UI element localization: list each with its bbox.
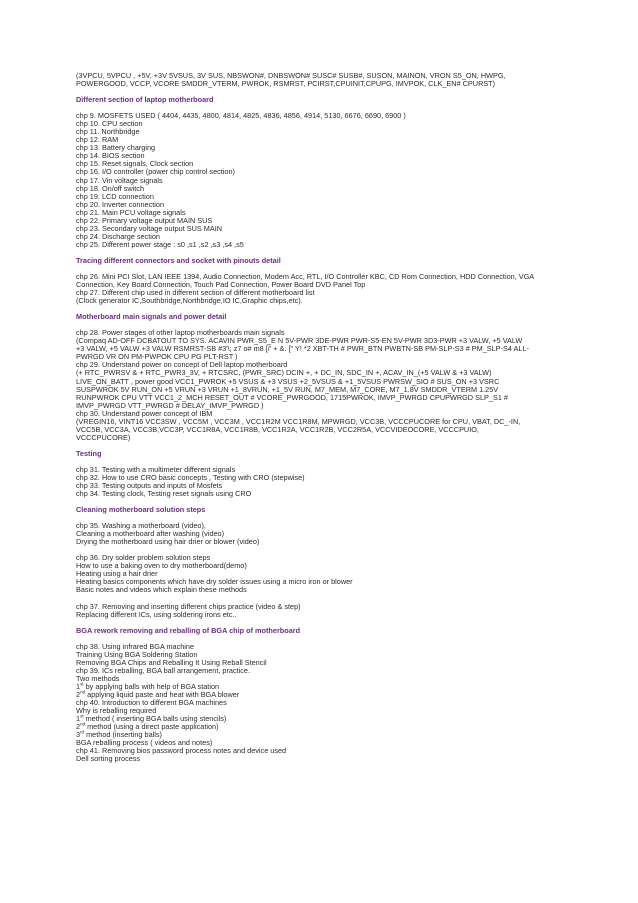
intro-line: (3VPCU, 5VPCU , +5V, +3V 5VSUS, 3V SUS, NBSWON#, DNBSWON# SUSC# SUSB#, SUSON, MAINON, VRON S5_ON, HWPG, xyxy=(76,71,506,80)
chapter-line: BGA reballing process ( videos and notes) xyxy=(76,738,213,748)
chapter-line: chp 40. Introduction to different BGA machines xyxy=(76,698,227,707)
chapter-line: chp 35. Washing a motherboard (video), xyxy=(76,521,206,531)
chapter-line: chp 11. Northbridge xyxy=(76,127,140,137)
section-bga xyxy=(76,627,566,764)
section-motherboard-sections xyxy=(76,96,566,249)
chapter-line: chp 26. Mini PCI Slot, LAN IEEE 1394, Audio Connection, Modem Acc, RTL, I/O Controller KBC, CD Rom Connection, HDD Connection, VGA xyxy=(76,271,535,281)
chapter-line: Connection, Key Board Connection, Touch Pad Connection, Power Board DVD Panel Top xyxy=(76,280,366,290)
chapter-line: chp 28. Power stages of other laptop motherboards main signals xyxy=(76,328,285,338)
chapter-line: chp 33. Testing outputs and inputs of Mosfets xyxy=(76,481,223,491)
chapter-line: Cleaning a motherboard after washing (video) xyxy=(76,529,225,539)
chapter-line: Dell sorting process xyxy=(76,754,141,764)
chapter-line: chp 14. BIOS section xyxy=(76,151,145,161)
chapter-line: chp 37. Removing and inserting different chips practice (video & step) xyxy=(76,601,301,611)
method-number: 1 xyxy=(76,681,81,691)
chapter-line: chp 39. ICs reballing, BGA ball arrangement, practice. xyxy=(76,665,250,675)
method-number: 1 xyxy=(76,714,81,724)
chapter-line: (VREGIN16, VINT16 VCC3SW , VCC5M , VCC3M , VCC1R2M VCC1R8M, MPWRGD, VCC3B, VCCCPUCORE for CPU, VBAT, DC_-IN, xyxy=(76,416,521,426)
chapter-line: Training Using BGA Soldering Station xyxy=(76,649,198,659)
chapter-line: +3 VALW, +5 VALW +3 VALW RSMRST-SB #3'\; z7 o# m8 [/' + &. [" Y! *2 XBT-TH # PWR_BTN PWBTN-SB PM-SLP-S3 # PM_SLP-S4 ALL- xyxy=(76,344,529,354)
chapter-line: Heating basics components which have dry solder issues using a micro iron or blower xyxy=(76,577,353,587)
chapter-line: SUSPWROK 5V RUN_ON +5 VRUN +3 VRUN +1_8VRUN, +1_5V RUN, M7_MEM, M7_CORE, M7_1.8V SMDDR_VTERM 1.25V xyxy=(76,384,499,394)
chapter-line: (Compaq AD-OFF DCBATOUT TO SYS. ACAVIN PWR_S5_E N 5V-PWR 3DE-PWR PWR-S5-EN 5V-PWR 3D3-PWR +3 VALW, +5 VALW xyxy=(76,336,523,346)
section-cleaning xyxy=(76,506,566,619)
chapter-line: chp 23. Secondary voltage output SUS MAIN xyxy=(76,223,223,233)
chapter-line: chp 29. Understand power on concept of Dell laptop motherboard xyxy=(76,360,288,370)
chapter-line: VCCCPUCORE) xyxy=(76,432,131,442)
ordinal-suffix: nd xyxy=(80,721,86,727)
section-heading: Tracing different connectors and socket with pinouts detail xyxy=(76,255,281,265)
section-testing xyxy=(76,450,566,498)
chapter-line: Drying the motherboard using hair drier or blower (video) xyxy=(76,537,260,547)
chapter-line: LIVE_ON_BATT , power good VCC1_PWROK +5 VSUS & +3 VSUS +2_5VSUS & +1_5VSUS PWRSW_SIO # SUS_ON +3 VSRC xyxy=(76,376,500,386)
chapter-line: chp 20. Inverter connection xyxy=(76,199,165,209)
chapter-line: Replacing different ICs, using soldering irons etc.. xyxy=(76,609,237,619)
chapter-line: RUNPWROK CPU VTT VCC1_2_MCH RESET_OUT # VCORE_PWRGOOD, 1715PWROK, IMVP_PWRGD CPUPWRGD SLP_S1 # xyxy=(76,392,508,402)
chapter-line: chp 12. RAM xyxy=(76,135,119,145)
chapter-line: Removing BGA Chips and Reballing It Using Reball Stencil xyxy=(76,657,267,667)
chapter-line: chp 16. I/O controller (power chip control section) xyxy=(76,167,235,177)
chapter-line: chp 17. Vin voltage signals xyxy=(76,175,163,185)
chapter-line: chp 27. Different chip used in different section of different motherboard list xyxy=(76,288,315,298)
method-number: 3 xyxy=(76,730,81,740)
method-text: applying liquid paste and heat with BGA blower xyxy=(85,689,240,699)
chapter-line: chp 24. Discharge section xyxy=(76,231,160,241)
intro-block xyxy=(76,72,566,88)
document-page xyxy=(76,72,566,763)
chapter-line: chp 41. Removing bios password process notes and device used xyxy=(76,746,287,756)
chapter-line: chp 15. Reset signals, Clock section xyxy=(76,159,194,169)
section-heading: BGA rework removing and reballing of BGA chip of motherboard xyxy=(76,625,301,635)
chapter-line: chp 34. Testing clock, Testing reset signals using CRO xyxy=(76,489,252,499)
method-text: method (using a direct paste application) xyxy=(85,722,219,732)
chapter-line: chp 18. On/off switch xyxy=(76,183,145,193)
section-connectors xyxy=(76,257,566,305)
method-text: method (inserting balls) xyxy=(84,730,162,740)
chapter-line: chp 19. LCD connection xyxy=(76,191,154,201)
intro-line: POWERGOOD, VCCP, VCORE SMDDR_VTERM, PWROK, RSMRST, PCIRST,CPUINIT,CPUPG, IMVPOK, CLK_EN# CPURST) xyxy=(76,79,496,89)
method-number: 2 xyxy=(76,722,81,732)
method-number: 2 xyxy=(76,689,81,699)
chapter-line: chp 13. Battery charging xyxy=(76,143,156,153)
chapter-line: chp 36. Dry solder problem solution steps xyxy=(76,553,211,563)
chapter-line: IMVP_PWRGD VTT_PWRGD # DELAY_IMVP_PWRGD ) xyxy=(76,400,264,410)
chapter-line: Why is reballing required xyxy=(76,706,157,716)
chapter-line: Two methods xyxy=(76,673,120,683)
ordinal-suffix: nd xyxy=(80,689,86,695)
ordinal-suffix: st xyxy=(80,713,84,719)
ordinal-suffix: st xyxy=(80,681,84,687)
section-heading: Testing xyxy=(76,448,102,458)
chapter-line: chp 30. Understand power concept of IBM xyxy=(76,408,213,418)
chapter-line: VCC5B, VCC3A, VCC3B,VCC3P, VCC1R8A, VCC1R8B, VCC1R2A, VCC1R2B, VCC2R5A, VCCVIDEOCORE, VCCCPUIO, xyxy=(76,424,479,434)
chapter-line: (+ RTC_PWRSV & + RTC_PWR3_3V, + RTCSRC, (PWR_SRC) DCIN +, + DC_IN, SDC_IN +, ACAV_IN_(+5 VALW & +3 VALW) xyxy=(76,368,492,378)
chapter-line: chp 9. MOSFETS USED ( 4404, 4435, 4800, 4814, 4825, 4836, 4856, 4914, 5130, 6676, 6690, 6900 ) xyxy=(76,111,406,121)
chapter-line: chp 22. Primary voltage output MAIN SUS xyxy=(76,215,213,225)
chapter-line: PWRGD VR ON PM-PWPOK CPU PG PLT-RST ) xyxy=(76,352,238,362)
section-main-signals xyxy=(76,313,566,442)
chapter-line: chp 31. Testing with a multimeter different signals xyxy=(76,464,236,474)
chapter-line: chp 10. CPU section xyxy=(76,119,143,129)
chapter-line: Heating using a hair drier xyxy=(76,569,158,579)
chapter-line: chp 38. Using infrared BGA machine xyxy=(76,641,195,651)
ordinal-suffix: rd xyxy=(80,729,85,735)
chapter-line: chp 25. Different power stage : s0 ,s1 ,s2 ,s3 ,s4 ,s5 xyxy=(76,239,244,249)
section-heading: Different section of laptop motherboard xyxy=(76,95,214,105)
chapter-line: chp 32. How to use CRO basic concepts , Testing with CRO (stepwise) xyxy=(76,472,305,482)
section-heading: Cleaning motherboard solution steps xyxy=(76,505,206,515)
chapter-line: How to use a baking oven to dry motherboard(demo) xyxy=(76,561,247,571)
method-text: by applying balls with help of BGA station xyxy=(83,681,220,691)
chapter-line: chp 21. Main PCU voltage signals xyxy=(76,207,186,217)
chapter-line: (Clock generator IC,Southbridge,Northbridge,IO IC,Graphic chips,etc). xyxy=(76,296,303,306)
section-heading: Motherboard main signals and power detail xyxy=(76,312,227,322)
method-text: method ( inserting BGA balls using stencils) xyxy=(83,714,227,724)
chapter-line: Basic notes and videos which explain these methods xyxy=(76,585,247,595)
